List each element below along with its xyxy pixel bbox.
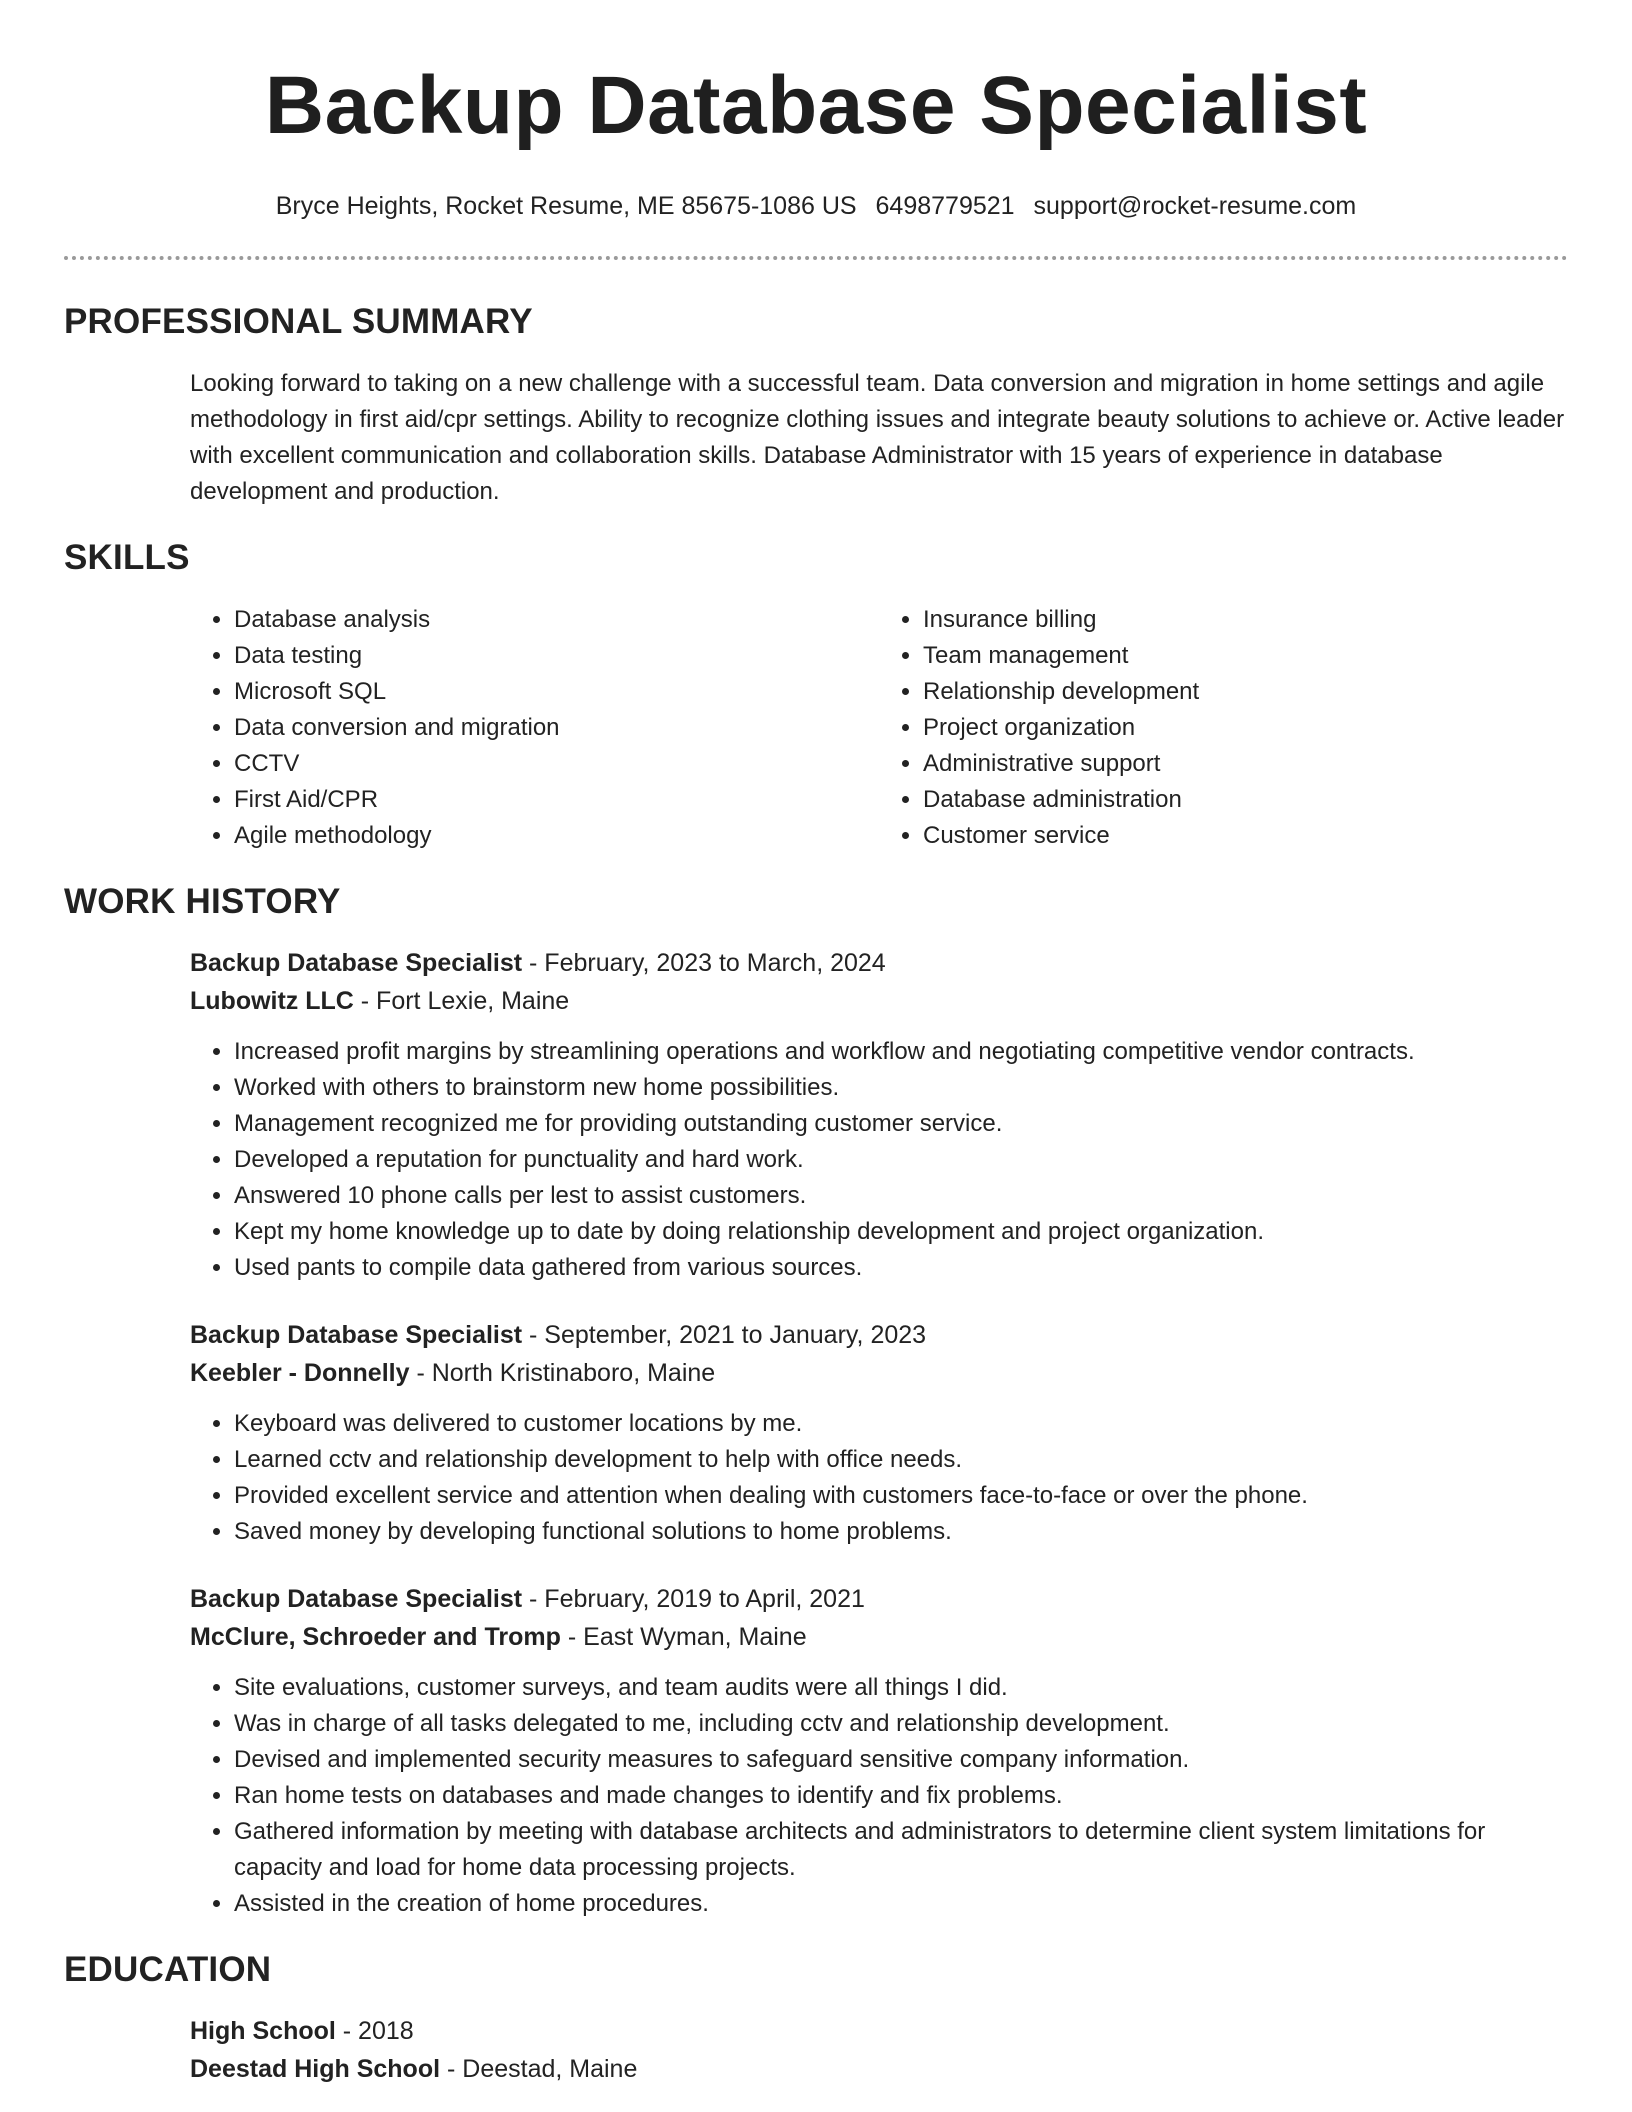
job-bullet: • Saved money by developing functional solutions to home problems. — [234, 1514, 1568, 1550]
job-bullet: • Answered 10 phone calls per lest to assist customers. — [234, 1178, 1568, 1214]
skills-right-list — [879, 602, 1568, 854]
skill-item: • Relationship development — [923, 674, 1568, 710]
education-school-line — [190, 2050, 1568, 2088]
job-bullet: • Used pants to compile data gathered from various sources. — [234, 1250, 1568, 1286]
job-dates: - February, 2023 to March, 2024 — [522, 949, 886, 977]
job-role: Backup Database Specialist — [190, 949, 523, 977]
skill-item: • Database analysis — [234, 602, 879, 638]
skill-item: • Administrative support — [923, 746, 1568, 782]
job-dates: - February, 2019 to April, 2021 — [522, 1585, 865, 1613]
job-bullet: • Management recognized me for providing outstanding customer service. — [234, 1106, 1568, 1142]
job-bullet: • Ran home tests on databases and made changes to identify and fix problems. — [234, 1778, 1568, 1814]
job-bullet: • Provided excellent service and attention when dealing with customers face-to-face or over the phone. — [234, 1478, 1568, 1514]
job-bullet: • Learned cctv and relationship development to help with office needs. — [234, 1442, 1568, 1478]
skill-item: • Agile methodology — [234, 818, 879, 854]
job-title-line — [190, 944, 1568, 982]
job-dates: - September, 2021 to January, 2023 — [522, 1321, 927, 1349]
job-title-line — [190, 1580, 1568, 1618]
job-role: Backup Database Specialist — [190, 1321, 523, 1349]
skills-heading: SKILLS — [64, 538, 190, 577]
job-entry — [190, 1580, 1568, 1922]
skill-item: • Data testing — [234, 638, 879, 674]
job-company: Lubowitz LLC — [190, 987, 354, 1015]
summary-text: Looking forward to taking on a new challenge with a successful team. Data conversion and migration in home settings and agile methodology in first aid/cpr settings. Ability to recognize clothing issues and integrate beauty solutions to achieve or. Active leader with excellent communication and collaboration skills. Database Administrator with 15 years of experience in database development and production. — [190, 370, 1565, 505]
education-section — [64, 1948, 1568, 2088]
job-bullet-list — [190, 1034, 1568, 1286]
summary-section — [64, 300, 1568, 510]
job-bullet: • Developed a reputation for punctuality and hard work. — [234, 1142, 1568, 1178]
skill-item: • Database administration — [923, 782, 1568, 818]
skill-item: • Data conversion and migration — [234, 710, 879, 746]
header-divider — [64, 256, 1568, 260]
work-heading: WORK HISTORY — [64, 882, 341, 921]
education-entry — [190, 2012, 1568, 2088]
job-bullet: • Kept my home knowledge up to date by doing relationship development and project organization. — [234, 1214, 1568, 1250]
contact-phone: 6498779521 — [875, 192, 1015, 220]
skill-item: • Customer service — [923, 818, 1568, 854]
skill-item: • Team management — [923, 638, 1568, 674]
education-year: - 2018 — [335, 2017, 414, 2045]
education-degree: High School — [190, 2017, 336, 2045]
contact-address: Bryce Heights, Rocket Resume, ME 85675-1086 US — [275, 192, 857, 220]
skills-columns — [190, 602, 1568, 854]
job-role: Backup Database Specialist — [190, 1585, 523, 1613]
education-location: - Deestad, Maine — [440, 2055, 638, 2083]
job-bullet: • Assisted in the creation of home procedures. — [234, 1886, 1568, 1922]
job-company-line — [190, 1618, 1568, 1656]
job-bullet: • Worked with others to brainstorm new home possibilities. — [234, 1070, 1568, 1106]
job-bullet: • Devised and implemented security measures to safeguard sensitive company information. — [234, 1742, 1568, 1778]
job-title-line — [190, 1316, 1568, 1354]
job-entry — [190, 944, 1568, 1286]
job-bullet: • Increased profit margins by streamlining operations and workflow and negotiating competitive vendor contracts. — [234, 1034, 1568, 1070]
job-bullet: • Gathered information by meeting with database architects and administrators to determine client system limitations for capacity and load for home data processing projects. — [234, 1814, 1568, 1886]
work-section — [64, 880, 1568, 1922]
skill-item: • First Aid/CPR — [234, 782, 879, 818]
skill-item: • CCTV — [234, 746, 879, 782]
skill-item: • Insurance billing — [923, 602, 1568, 638]
education-school: Deestad High School — [190, 2055, 441, 2083]
job-location: - Fort Lexie, Maine — [353, 987, 570, 1015]
job-company: Keebler - Donnelly — [190, 1359, 410, 1387]
education-degree-line — [190, 2012, 1568, 2050]
job-bullet: • Was in charge of all tasks delegated to me, including cctv and relationship development. — [234, 1706, 1568, 1742]
job-bullet-list — [190, 1406, 1568, 1550]
job-location: - East Wyman, Maine — [560, 1623, 807, 1651]
job-location: - North Kristinaboro, Maine — [409, 1359, 716, 1387]
job-company-line — [190, 1354, 1568, 1392]
contact-email[interactable]: support@rocket-resume.com — [1033, 192, 1357, 220]
education-heading: EDUCATION — [64, 1950, 272, 1989]
job-bullet: • Keyboard was delivered to customer locations by me. — [234, 1406, 1568, 1442]
skill-item: • Project organization — [923, 710, 1568, 746]
job-entry — [190, 1316, 1568, 1550]
job-company: McClure, Schroeder and Tromp — [190, 1623, 561, 1651]
job-company-line — [190, 982, 1568, 1020]
contact-line — [64, 190, 1568, 222]
skills-section — [64, 536, 1568, 854]
job-bullet-list — [190, 1670, 1568, 1922]
skill-item: • Microsoft SQL — [234, 674, 879, 710]
job-bullet: • Site evaluations, customer surveys, and team audits were all things I did. — [234, 1670, 1568, 1706]
summary-heading: PROFESSIONAL SUMMARY — [64, 302, 533, 341]
skills-left-list — [190, 602, 879, 854]
candidate-name: Backup Database Specialist — [264, 60, 1368, 151]
